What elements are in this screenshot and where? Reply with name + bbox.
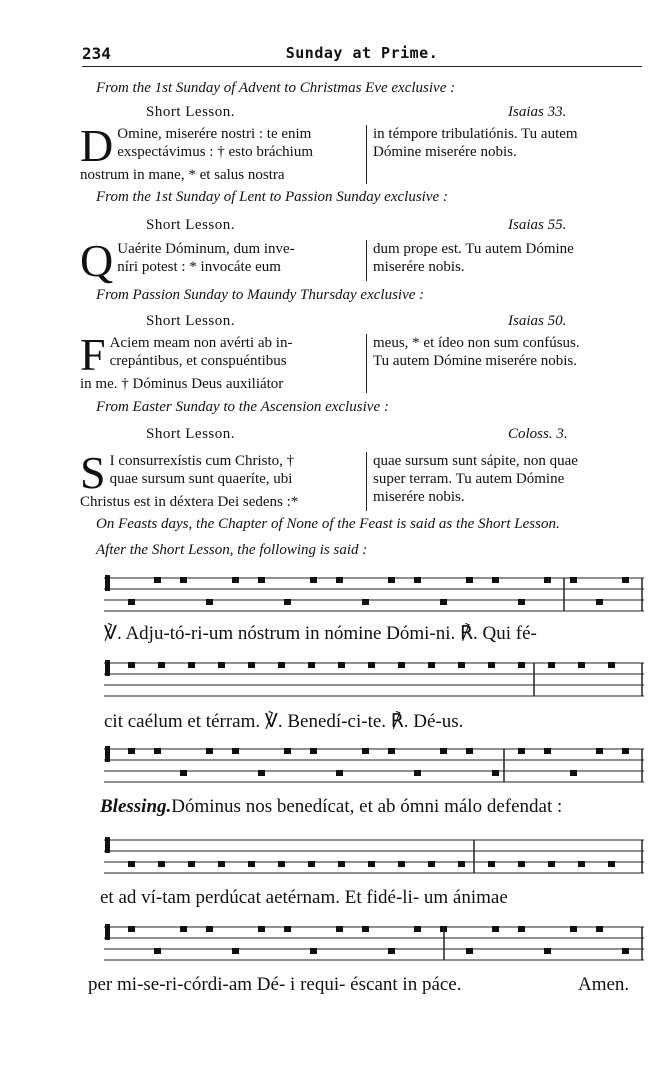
clef-mark [105, 924, 110, 940]
neume [388, 577, 395, 583]
lesson-line: Omine, miserére nostri : te enim [117, 126, 312, 142]
neume [310, 577, 317, 583]
lesson-line: miserére nobis. [373, 489, 465, 505]
chant-lyric-line: cit caélum et térram. ℣. Benedí-ci-te. ℟. Dé-us. [104, 711, 464, 732]
neume [570, 577, 577, 583]
neume [336, 926, 343, 932]
lesson-text-passion [80, 329, 644, 393]
neume [284, 599, 291, 605]
neume [548, 662, 555, 668]
lesson-line: Uaérite Dóminum, dum inve- [117, 241, 295, 257]
lesson-reference: Coloss. 3. [508, 426, 568, 442]
neume [570, 770, 577, 776]
neume [414, 577, 421, 583]
short-lesson-heading: Short Lesson. [146, 426, 235, 442]
neume [466, 948, 473, 954]
drop-cap: F [80, 329, 106, 380]
neume [622, 948, 629, 954]
neume [232, 748, 239, 754]
rubric-easter: From Easter Sunday to the Ascension exclusive : [96, 399, 389, 415]
neume [578, 662, 585, 668]
short-lesson-heading: Short Lesson. [146, 104, 235, 120]
neume [466, 748, 473, 754]
neume [518, 748, 525, 754]
neume [232, 948, 239, 954]
lesson-line: quae sursum sunt sápite, non quae [373, 453, 578, 469]
drop-cap: Q [80, 235, 114, 286]
neume [466, 577, 473, 583]
neume [180, 770, 187, 776]
neume [180, 577, 187, 583]
neume [492, 926, 499, 932]
neume [128, 748, 135, 754]
lesson-line: Dómine miserére nobis. [373, 144, 517, 160]
lesson-line: Aciem meam non avérti ab in- [109, 335, 293, 351]
neume [608, 662, 615, 668]
neume [232, 577, 239, 583]
neume [188, 861, 195, 867]
lesson-line: nostrum in mane, * et salus nostra [80, 167, 285, 183]
neume [248, 662, 255, 668]
neume [428, 662, 435, 668]
lesson-line: in témpore tribulatiónis. Tu autem [373, 126, 578, 142]
lesson-line: níri potest : * invocáte eum [117, 259, 281, 275]
chant-staff [104, 921, 644, 966]
blessing-label: Blessing. [100, 796, 172, 817]
neume [128, 926, 135, 932]
neume [258, 770, 265, 776]
lesson-line: in me. † Dóminus Deus auxiliátor [80, 376, 284, 392]
blessing-text: Dóminus nos benedícat, et ab ómni málo defendat : [171, 796, 563, 817]
drop-cap: D [80, 120, 114, 171]
lesson-text-advent [80, 120, 644, 184]
lesson-line: crepántibus, et conspuéntibus [109, 353, 287, 369]
rubric-feasts: On Feasts days, the Chapter of None of the Feast is said as the Short Lesson. [96, 516, 560, 532]
neume [578, 861, 585, 867]
neume [458, 861, 465, 867]
neume [218, 861, 225, 867]
rubric-passion: From Passion Sunday to Maundy Thursday exclusive : [96, 287, 425, 303]
neume [154, 577, 161, 583]
lesson-text-lent [80, 235, 644, 286]
short-lesson-heading: Short Lesson. [146, 313, 235, 329]
neume [492, 577, 499, 583]
neume [218, 662, 225, 668]
neume [248, 861, 255, 867]
neume [388, 948, 395, 954]
neume [128, 662, 135, 668]
neume [308, 662, 315, 668]
neume [278, 861, 285, 867]
neume [458, 662, 465, 668]
neume [518, 599, 525, 605]
neume [310, 748, 317, 754]
running-header [82, 44, 642, 67]
neume [368, 861, 375, 867]
neume [596, 748, 603, 754]
neume [154, 748, 161, 754]
page-number: 234 [82, 44, 111, 63]
neume [284, 748, 291, 754]
clef-mark [105, 837, 110, 853]
neume [158, 861, 165, 867]
neume [362, 748, 369, 754]
rubric-after-lesson: After the Short Lesson, the following is said : [96, 542, 368, 558]
neume [158, 662, 165, 668]
neume [362, 926, 369, 932]
chant-staff [104, 572, 644, 617]
neume [570, 926, 577, 932]
clef-mark [105, 575, 110, 591]
neume [188, 662, 195, 668]
neume [258, 577, 265, 583]
neume [128, 861, 135, 867]
clef-mark [105, 660, 110, 676]
neume [128, 599, 135, 605]
neume [518, 662, 525, 668]
neume [398, 662, 405, 668]
neume [622, 577, 629, 583]
running-title: Sunday at Prime. [285, 44, 439, 62]
lesson-line: quae sursum sunt quaeríte, ubi [109, 471, 293, 487]
drop-cap: S [80, 447, 106, 498]
lesson-line: meus, * et ídeo non sum confúsus. [373, 335, 580, 351]
short-lesson-heading: Short Lesson. [146, 217, 235, 233]
neume [596, 926, 603, 932]
clef-mark [105, 746, 110, 762]
neume [414, 770, 421, 776]
neume [622, 748, 629, 754]
neume [518, 861, 525, 867]
lesson-text-easter [80, 447, 644, 511]
neume [608, 861, 615, 867]
neume [368, 662, 375, 668]
neume [310, 948, 317, 954]
neume [206, 748, 213, 754]
neume [284, 926, 291, 932]
rubric-lent: From the 1st Sunday of Lent to Passion Sunday exclusive : [96, 189, 448, 205]
lesson-line: Christus est in déxtera Dei sedens :* [80, 494, 299, 510]
neume [428, 861, 435, 867]
neume [488, 861, 495, 867]
neume [180, 926, 187, 932]
chant-lyric-line: et ad ví-tam perdúcat aetérnam. Et fidé-li- um ánimae [100, 887, 508, 908]
lesson-line: exspectávimus : † esto bráchium [117, 144, 314, 160]
neume [308, 861, 315, 867]
chant-lyric-amen: Amen. [578, 974, 630, 995]
lesson-reference: Isaias 50. [508, 313, 567, 329]
rubric-advent: From the 1st Sunday of Advent to Christmas Eve exclusive : [96, 80, 456, 96]
chant-lyric-line: per mi-se-ri-córdi-am Dé- i requi- éscant in páce. [88, 974, 462, 995]
neume [440, 599, 447, 605]
neume [338, 662, 345, 668]
neume [518, 926, 525, 932]
neume [258, 926, 265, 932]
lesson-reference: Isaias 55. [508, 217, 567, 233]
chant-staff [104, 657, 644, 702]
neume [338, 861, 345, 867]
neume [492, 770, 499, 776]
neume [206, 599, 213, 605]
neume [488, 662, 495, 668]
blessing-line [100, 796, 562, 818]
neume [154, 948, 161, 954]
neume [544, 577, 551, 583]
lesson-reference: Isaias 33. [508, 104, 567, 120]
neume [440, 748, 447, 754]
neume [548, 861, 555, 867]
neume [206, 926, 213, 932]
neume [362, 599, 369, 605]
neume [336, 770, 343, 776]
lesson-line: dum prope est. Tu autem Dómine [373, 241, 574, 257]
neume [336, 577, 343, 583]
chant-staff [104, 743, 644, 788]
neume [388, 748, 395, 754]
lesson-line: Tu autem Dómine miserére nobis. [373, 353, 578, 369]
chant-staff [104, 834, 644, 879]
neume [544, 748, 551, 754]
neume [414, 926, 421, 932]
neume [544, 948, 551, 954]
lesson-line: I consurrexístis cum Christo, † [109, 453, 295, 469]
lesson-line: miserére nobis. [373, 259, 465, 275]
neume [596, 599, 603, 605]
neume [398, 861, 405, 867]
chant-lyric-line: ℣. Adju-tó-ri-um nóstrum in nómine Dómi-ni. ℟. Qui fé- [104, 623, 537, 644]
lesson-line: super terram. Tu autem Dómine [373, 471, 565, 487]
neume [278, 662, 285, 668]
